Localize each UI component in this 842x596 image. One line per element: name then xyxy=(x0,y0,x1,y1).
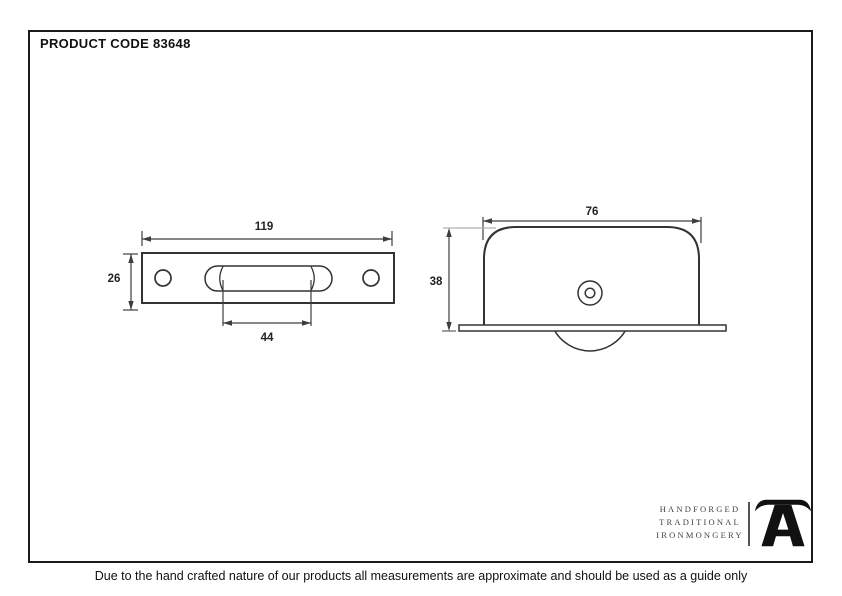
brand-logo xyxy=(650,494,816,554)
dim-label-width: 119 xyxy=(254,221,274,233)
arrowhead-right-icon xyxy=(383,236,392,241)
logo-line-2: TRADITIONAL xyxy=(659,517,741,527)
pulley-side-view-drawing xyxy=(420,200,740,370)
brand-logo-text xyxy=(654,503,746,542)
faceplate-edge-on xyxy=(459,325,726,331)
arrowhead-down-icon xyxy=(446,322,451,331)
pulley-wheel-arc xyxy=(554,329,627,351)
faceplate-front-view-drawing xyxy=(100,210,410,350)
dim-label-width: 76 xyxy=(585,206,599,218)
anvil-a-icon xyxy=(754,496,812,550)
arrowhead-left-icon xyxy=(142,236,151,241)
dim-label-wheel: 44 xyxy=(260,332,274,344)
arrowhead-left-icon xyxy=(223,320,232,325)
arrowhead-left-icon xyxy=(483,218,492,223)
arrowhead-up-icon xyxy=(128,254,133,263)
logo-line-1: HANDFORGED xyxy=(659,504,741,514)
pulley-housing-outline xyxy=(484,227,699,325)
dim-label-height: 26 xyxy=(107,273,121,285)
product-code-label: PRODUCT CODE 83648 xyxy=(40,36,191,51)
disclaimer-text: Due to the hand crafted nature of our products all measurements are approximate and should be used as a guide only xyxy=(94,569,748,583)
faceplate-outline xyxy=(142,253,394,303)
logo-line-3: IRONMONGERY xyxy=(656,530,744,540)
dim-label-height: 38 xyxy=(429,276,443,288)
arrowhead-right-icon xyxy=(692,218,701,223)
arrowhead-right-icon xyxy=(302,320,311,325)
dimension-width-119 xyxy=(142,231,392,246)
logo-divider xyxy=(748,502,750,546)
arrowhead-up-icon xyxy=(446,228,451,237)
arrowhead-down-icon xyxy=(128,301,133,310)
